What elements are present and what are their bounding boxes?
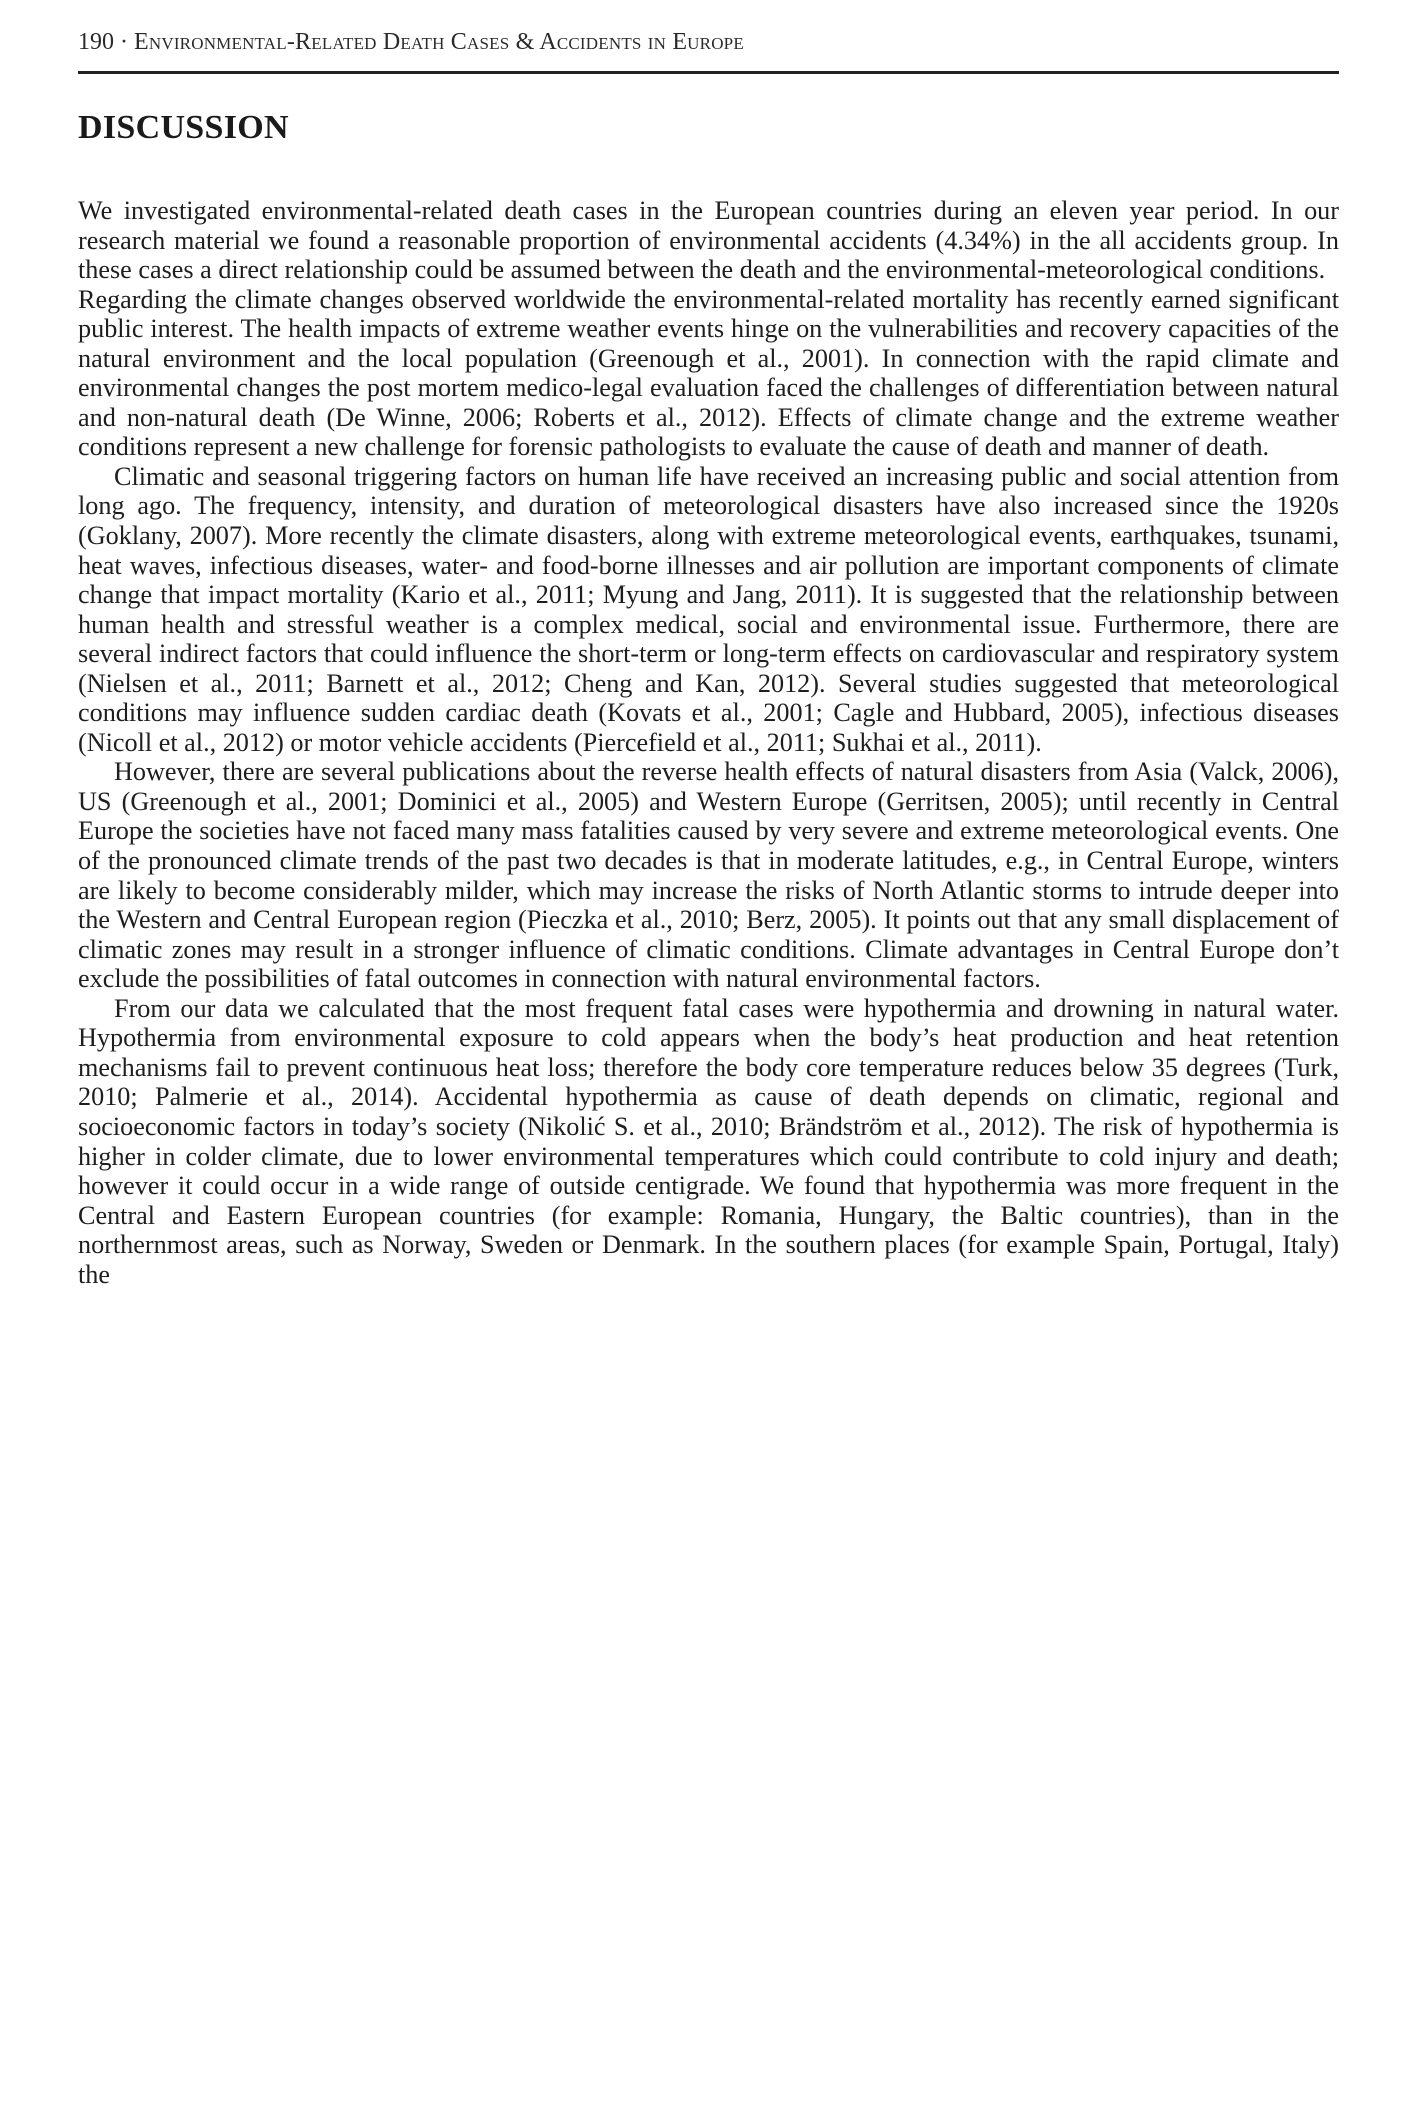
paragraph-3: Climatic and seasonal triggering factors on human life have received an increasing public and social attention from long ago. The frequency, intensity, and duration of meteorological disasters have also increased since the 1920s (Goklany, 2007). More recently the climate disasters, along with extreme meteorological events, earthquakes, tsunami, heat waves, infectious diseases, water- and food-borne illnesses and air pollution are important components of climate change that impact mortality (Kario et al., 2011; Myung and Jang, 2011). It is suggested that the relationship between human health and stressful weather is a complex medical, social and environmental issue. Furthermore, there are several indirect factors that could influence the short-term or long-term effects on cardiovascular and respiratory system (Nielsen et al., 2011; Barnett et al., 2012; Cheng and Kan, 2012). Several studies suggested that meteorological conditions may influence sudden cardiac death (Kovats et al., 2001; Cagle and Hubbard, 2005), infectious diseases (Nicoll et al., 2012) or motor vehicle accidents (Piercefield et al., 2011; Sukhai et al., 2011). (78, 461, 1339, 757)
header-separator: · (120, 29, 128, 55)
running-title: Environmental-Related Death Cases & Accidents in Europe (134, 29, 744, 55)
page-number: 190 (78, 29, 114, 55)
header-rule-divider (78, 71, 1339, 74)
paragraph-2: Regarding the climate changes observed worldwide the environmental-related mortality has recently earned significant public interest. The health impacts of extreme weather events hinge on the vulnerabilities and recovery capacities of the natural environment and the local population (Greenough et al., 2001). In connection with the rapid climate and environmental changes the post mortem medico-legal evaluation faced the challenges of differentiation between natural and non-natural death (De Winne, 2006; Roberts et al., 2012). Effects of climate change and the extreme weather conditions represent a new challenge for forensic pathologists to evaluate the cause of death and manner of death. (78, 284, 1339, 462)
section-heading: DISCUSSION (78, 109, 289, 146)
paragraph-5: From our data we calculated that the most frequent fatal cases were hypothermia and drowning in natural water. Hypothermia from environmental exposure to cold appears when the body’s heat production and heat retention mechanisms fail to prevent continuous heat loss; therefore the body core temperature reduces below 35 degrees (Turk, 2010; Palmerie et al., 2014). Accidental hypothermia as cause of death depends on climatic, regional and socioeconomic factors in today’s society (Nikolić S. et al., 2010; Brändström et al., 2012). The risk of hypothermia is higher in colder climate, due to lower environmental temperatures which could contribute to cold injury and death; however it could occur in a wide range of outside centigrade. We found that hypothermia was more frequent in the Central and Eastern European countries (for example: Romania, Hungary, the Baltic countries), than in the northernmost areas, such as Norway, Sweden or Denmark. In the southern places (for example Spain, Portugal, Italy) the (78, 993, 1339, 1289)
paragraph-1: We investigated environmental-related death cases in the European countries during an eleven year period. In our research material we found a reasonable proportion of environmental accidents (4.34%) in the all accidents group. In these cases a direct relationship could be assumed between the death and the environmental-meteorological conditions. (78, 196, 1339, 285)
body-text (78, 196, 1339, 1289)
running-header (78, 28, 1339, 56)
paragraph-4: However, there are several publications about the reverse health effects of natural disasters from Asia (Valck, 2006), US (Greenough et al., 2001; Dominici et al., 2005) and Western Europe (Gerritsen, 2005); until recently in Central Europe the societies have not faced many mass fatalities caused by very severe and extreme meteorological events. One of the pronounced climate trends of the past two decades is that in moderate latitudes, e.g., in Central Europe, winters are likely to become considerably milder, which may increase the risks of North Atlantic storms to intrude deeper into the Western and Central European region (Pieczka et al., 2010; Berz, 2005). It points out that any small displacement of climatic zones may result in a stronger influence of climatic conditions. Climate advantages in Central Europe don’t exclude the possibilities of fatal outcomes in connection with natural environmental factors. (78, 757, 1339, 994)
